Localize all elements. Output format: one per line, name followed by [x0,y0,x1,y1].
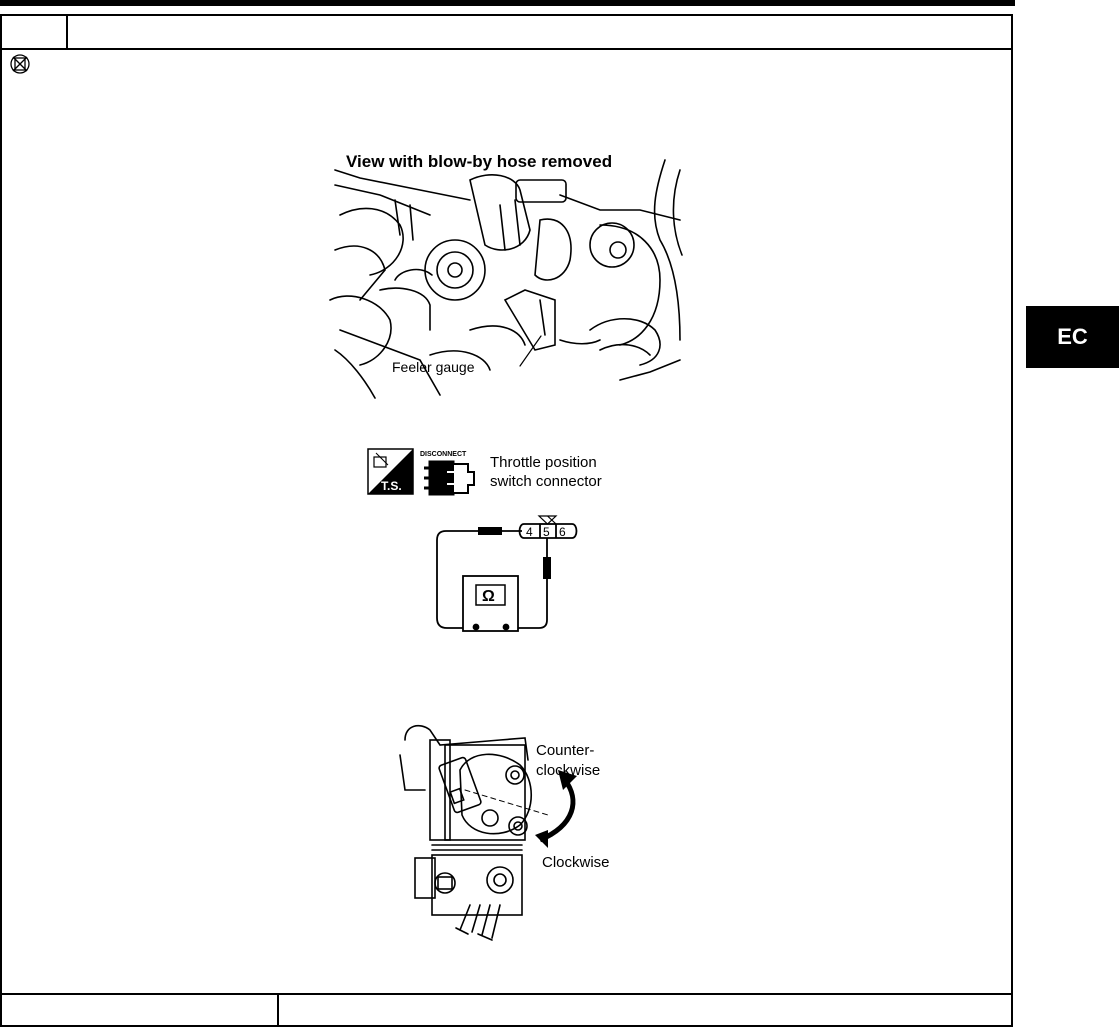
connector-name-line1: Throttle position [490,454,597,471]
figure1-title: View with blow-by hose removed [346,152,613,171]
feeler-gauge-label: Feeler gauge [392,359,475,375]
continuity-circuit [437,516,577,631]
engine-bay-illustration [330,152,682,398]
disconnect-label: DISCONNECT [420,451,467,458]
throttle-body-illustration [400,726,548,940]
clockwise-label: Clockwise [542,854,610,871]
ohm-symbol: Ω [482,588,495,605]
section-tab-label: EC [1057,324,1088,349]
disconnect-icon [420,451,474,494]
terminal-6: 6 [559,525,566,539]
counter-clockwise-line1: Counter- [536,742,595,759]
terminal-5: 5 [543,525,550,539]
counter-clockwise-line2: clockwise [536,762,601,779]
ts-label: T.S. [381,479,402,493]
terminal-4: 4 [526,525,533,539]
no-smoking-icon [11,55,29,73]
ts-icon [368,449,413,494]
rotation-arrow-icon [535,770,577,848]
connector-name-line2: switch connector [490,473,602,490]
